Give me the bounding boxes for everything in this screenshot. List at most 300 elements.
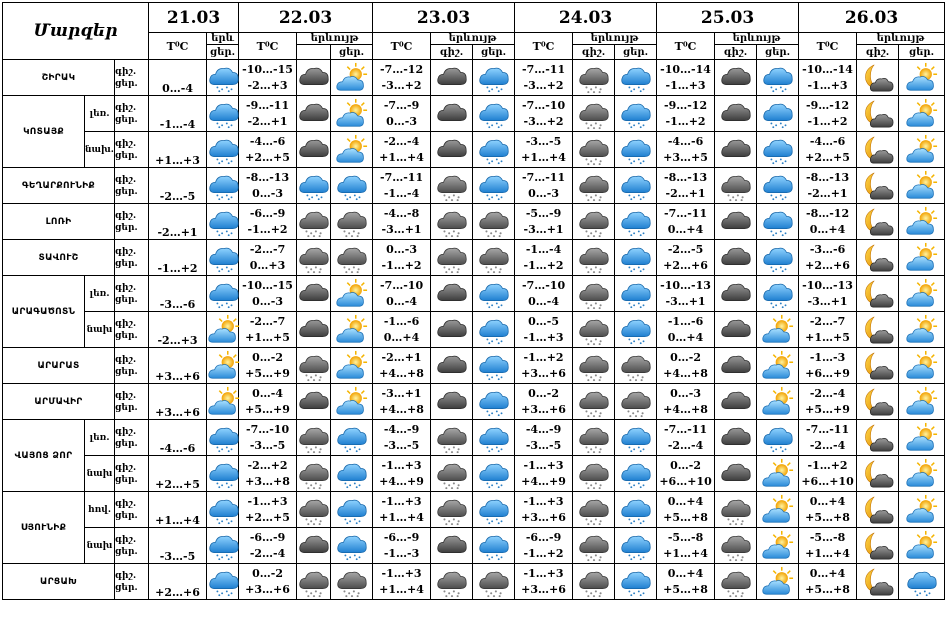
cloudy-icon <box>297 276 331 312</box>
sun-cloud-icon <box>331 312 373 348</box>
temperature-range <box>239 528 297 564</box>
night-temperature: -5…-9 <box>525 206 562 220</box>
day-temperature: -2…+1 <box>665 186 706 200</box>
day-temperature: -1…+2 <box>665 114 706 128</box>
night-label: գիշ. <box>115 138 137 149</box>
temperature-range <box>799 204 857 240</box>
day-temperature: +5…+9 <box>245 402 290 416</box>
snow-cloud-icon <box>431 492 473 528</box>
rain-cloud-icon <box>899 564 945 600</box>
snow-cloud-icon <box>473 564 515 600</box>
night-label: գիշ. <box>115 282 137 293</box>
day-temperature: +1…+5 <box>245 330 290 344</box>
night-temperature: -7…-10 <box>522 278 566 292</box>
rain-cloud-icon <box>331 168 373 204</box>
snow-cloud-icon <box>573 240 615 276</box>
region-name: ՇԻՐԱԿ <box>3 60 115 96</box>
temperature-range <box>373 276 431 312</box>
day-temperature: +2…+5 <box>245 510 290 524</box>
night-temperature: -7…-10 <box>380 278 424 292</box>
temperature-range <box>373 132 431 168</box>
rain-cloud-icon <box>615 420 657 456</box>
sun-cloud-icon <box>331 96 373 132</box>
cloudy-icon <box>715 384 757 420</box>
temperature-range <box>515 204 573 240</box>
night-temperature: 0…+4 <box>809 494 846 508</box>
day-header: ցեր. <box>207 45 239 60</box>
night-temperature: -9…-12 <box>664 98 708 112</box>
cloudy-icon <box>431 60 473 96</box>
temperature-range <box>657 204 715 240</box>
cloudy-icon <box>431 132 473 168</box>
night-day-label <box>115 276 149 312</box>
temperature-range <box>239 564 297 600</box>
day-label: ցեր. <box>115 474 138 485</box>
day-temperature: +2…+5 <box>805 150 850 164</box>
snow-cloud-icon <box>297 456 331 492</box>
day-temperature: +1…+4 <box>379 150 424 164</box>
temperature-range <box>515 456 573 492</box>
night-temperature: -2…-7 <box>809 314 846 328</box>
zone-label: նախ <box>85 456 115 492</box>
night-label: գիշ. <box>115 462 137 473</box>
night-temperature: 0…+4 <box>809 566 846 580</box>
night-day-label <box>115 60 149 96</box>
region-row <box>3 132 945 168</box>
day-temperature: +5…+8 <box>663 582 708 596</box>
night-temperature: -1…+3 <box>381 566 422 580</box>
region-row <box>3 168 945 204</box>
night-temperature: 0…-2 <box>528 386 559 400</box>
zone-label: նախ <box>85 528 115 564</box>
snow-cloud-icon <box>431 168 473 204</box>
day-temperature: +2…+5 <box>149 456 207 492</box>
rain-cloud-icon <box>207 204 239 240</box>
night-header: գիշ. <box>431 45 473 60</box>
night-temperature: -7…-11 <box>380 170 424 184</box>
day-label: ցեր. <box>115 402 138 413</box>
day-header: ցեր. <box>473 45 515 60</box>
night-temperature: -6…-9 <box>249 206 286 220</box>
sun-cloud-icon <box>331 132 373 168</box>
temperature-header: T⁰C <box>373 33 431 60</box>
day-temperature: -3…+2 <box>523 114 564 128</box>
region-name: ՏԱՎՈՒՇ <box>3 240 115 276</box>
temperature-range <box>239 60 297 96</box>
temperature-range <box>799 528 857 564</box>
temperature-range <box>373 348 431 384</box>
temperature-range <box>239 240 297 276</box>
phenomenon-header: երևույթ <box>431 33 515 45</box>
snow-cloud-icon <box>573 384 615 420</box>
region-name: ԿՈՏԱՅՔ <box>3 96 85 168</box>
temperature-range <box>799 132 857 168</box>
date-header: 24.03 <box>515 3 657 33</box>
day-temperature: -1…+2 <box>149 240 207 276</box>
night-temperature: -2…+1 <box>381 350 422 364</box>
snow-cloud-icon <box>715 492 757 528</box>
day-temperature: -3…+1 <box>523 222 564 236</box>
cloudy-icon <box>297 60 331 96</box>
snow-cloud-icon <box>297 564 331 600</box>
sun-cloud-icon <box>899 528 945 564</box>
sun-cloud-icon <box>899 384 945 420</box>
temperature-range <box>239 456 297 492</box>
night-label: գիշ. <box>115 210 137 221</box>
rain-cloud-icon <box>615 168 657 204</box>
night-temperature: -6…-9 <box>383 530 420 544</box>
sun-cloud-icon <box>899 240 945 276</box>
cloudy-icon <box>715 96 757 132</box>
temperature-range <box>657 312 715 348</box>
cloudy-icon <box>297 132 331 168</box>
rain-cloud-icon <box>615 564 657 600</box>
temperature-range <box>799 276 857 312</box>
zone-label: լեռ. <box>85 96 115 132</box>
day-temperature: 0…+4 <box>809 222 846 236</box>
rain-cloud-icon <box>207 528 239 564</box>
rain-cloud-icon <box>473 384 515 420</box>
night-temperature: -9…-11 <box>246 98 290 112</box>
temperature-range <box>239 384 297 420</box>
night-header: գիշ. <box>857 45 899 60</box>
sun-cloud-icon <box>757 456 799 492</box>
cloudy-icon <box>431 528 473 564</box>
rain-cloud-icon <box>473 456 515 492</box>
night-temperature: -5…-8 <box>809 530 846 544</box>
snow-cloud-icon <box>615 348 657 384</box>
temperature-range <box>657 132 715 168</box>
night-temperature: -5…-8 <box>667 530 704 544</box>
sun-cloud-icon <box>331 276 373 312</box>
sun-cloud-icon <box>331 60 373 96</box>
night-temperature: -1…+3 <box>381 494 422 508</box>
temperature-range <box>515 132 573 168</box>
sun-cloud-icon <box>899 276 945 312</box>
moon-cloud-icon <box>857 564 899 600</box>
day-temperature: -3…-6 <box>149 276 207 312</box>
temperature-range <box>515 312 573 348</box>
day-temperature: -1…-4 <box>149 96 207 132</box>
temperature-range <box>515 528 573 564</box>
night-temperature: -2…-4 <box>809 386 846 400</box>
rain-cloud-icon <box>757 420 799 456</box>
day-temperature: +1…+4 <box>149 492 207 528</box>
sun-cloud-icon <box>207 348 239 384</box>
temperature-range <box>373 60 431 96</box>
snow-cloud-icon <box>431 456 473 492</box>
temperature-range <box>657 276 715 312</box>
cloudy-icon <box>297 312 331 348</box>
day-label: ցեր. <box>115 330 138 341</box>
night-temperature: -1…-4 <box>525 242 562 256</box>
region-name: ԳԵՂԱՐՔՈՒՆԻՔ <box>3 168 115 204</box>
temperature-range <box>799 348 857 384</box>
day-temperature: +4…+8 <box>663 366 708 380</box>
zone-label: լեռ. <box>85 420 115 456</box>
night-temperature: 0…-2 <box>252 566 283 580</box>
day-label: ցեր. <box>115 294 138 305</box>
sun-cloud-icon <box>899 168 945 204</box>
night-label: գիշ. <box>115 354 137 365</box>
rain-cloud-icon <box>207 492 239 528</box>
night-temperature: -8…-13 <box>806 170 850 184</box>
day-temperature: +4…+8 <box>379 366 424 380</box>
night-day-label <box>115 564 149 600</box>
night-temperature: -2…-4 <box>383 134 420 148</box>
night-temperature: -7…-10 <box>522 98 566 112</box>
temperature-range <box>657 240 715 276</box>
snow-cloud-icon <box>297 204 331 240</box>
night-temperature: -1…+3 <box>523 458 564 472</box>
region-row <box>3 348 945 384</box>
moon-cloud-icon <box>857 204 899 240</box>
night-day-label <box>115 96 149 132</box>
phenomenon-header: երև <box>207 33 239 45</box>
sun-cloud-icon <box>331 384 373 420</box>
rain-cloud-icon <box>207 132 239 168</box>
rain-cloud-icon <box>473 60 515 96</box>
night-temperature: 0…+4 <box>667 566 704 580</box>
night-temperature: -7…-11 <box>806 422 850 436</box>
day-temperature: -2…-4 <box>809 438 846 452</box>
moon-cloud-icon <box>857 420 899 456</box>
night-temperature: -7…-11 <box>522 170 566 184</box>
night-label: գիշ. <box>115 570 137 581</box>
rain-cloud-icon <box>473 312 515 348</box>
temperature-range <box>515 276 573 312</box>
snow-cloud-icon <box>331 564 373 600</box>
snow-cloud-icon <box>573 456 615 492</box>
rain-cloud-icon <box>757 168 799 204</box>
temperature-header: T⁰C <box>149 33 207 60</box>
temperature-range <box>657 420 715 456</box>
day-temperature: -3…+1 <box>665 294 706 308</box>
day-temperature: -2…+1 <box>807 186 848 200</box>
snow-cloud-icon <box>573 528 615 564</box>
temperature-range <box>657 456 715 492</box>
snow-cloud-icon <box>615 384 657 420</box>
snow-cloud-icon <box>297 240 331 276</box>
moon-cloud-icon <box>857 60 899 96</box>
region-name: ԱՐԱԳԱԾՈՏՆ <box>3 276 85 348</box>
day-temperature: +2…+5 <box>245 150 290 164</box>
day-temperature: +3…+6 <box>521 582 566 596</box>
region-row <box>3 276 945 312</box>
day-temperature: +5…+9 <box>805 402 850 416</box>
night-temperature: -8…-12 <box>806 206 850 220</box>
snow-cloud-icon <box>431 240 473 276</box>
region-name: ԼՈՌԻ <box>3 204 115 240</box>
night-temperature: -10…-15 <box>242 62 293 76</box>
day-temperature: +3…+6 <box>245 582 290 596</box>
snow-cloud-icon <box>473 204 515 240</box>
night-temperature: 0…-3 <box>670 386 701 400</box>
day-temperature: -2…+1 <box>247 114 288 128</box>
rain-cloud-icon <box>207 240 239 276</box>
night-temperature: -6…-9 <box>249 530 286 544</box>
sun-cloud-icon <box>757 492 799 528</box>
day-temperature: 0…+4 <box>383 330 420 344</box>
sun-cloud-icon <box>757 348 799 384</box>
day-temperature: -2…-4 <box>667 438 704 452</box>
snow-cloud-icon <box>297 420 331 456</box>
rain-cloud-icon <box>207 564 239 600</box>
snow-cloud-icon <box>431 204 473 240</box>
night-temperature: -2…+2 <box>247 458 288 472</box>
night-label: գիշ. <box>115 102 137 113</box>
day-temperature: 0…-3 <box>252 186 283 200</box>
date-header: 21.03 <box>149 3 239 33</box>
night-temperature: -3…+1 <box>381 386 422 400</box>
day-temperature: +3…+6 <box>521 366 566 380</box>
day-temperature: +3…+5 <box>663 150 708 164</box>
temperature-range <box>373 456 431 492</box>
day-temperature: +4…+8 <box>663 402 708 416</box>
region-row <box>3 60 945 96</box>
region-row <box>3 528 945 564</box>
night-temperature: -1…+3 <box>381 458 422 472</box>
temperature-range <box>239 276 297 312</box>
temperature-range <box>373 564 431 600</box>
snow-cloud-icon <box>573 276 615 312</box>
night-temperature: -1…+3 <box>523 566 564 580</box>
day-temperature: -1…-3 <box>383 546 420 560</box>
day-temperature: 0…+4 <box>667 222 704 236</box>
night-temperature: 0…-5 <box>528 314 559 328</box>
phenomenon-header: երևույթ <box>297 33 373 45</box>
day-temperature: +2…+6 <box>805 258 850 272</box>
day-temperature: +5…+8 <box>805 510 850 524</box>
day-temperature: -4…-6 <box>149 420 207 456</box>
night-temperature: -1…-6 <box>383 314 420 328</box>
rain-cloud-icon <box>615 312 657 348</box>
night-temperature: -1…+2 <box>523 350 564 364</box>
day-temperature: +1…+5 <box>805 330 850 344</box>
temperature-range <box>657 60 715 96</box>
night-temperature: -4…-9 <box>525 422 562 436</box>
rain-cloud-icon <box>757 96 799 132</box>
sun-cloud-icon <box>899 132 945 168</box>
temperature-range <box>373 312 431 348</box>
date-header: 22.03 <box>239 3 373 33</box>
temperature-range <box>373 384 431 420</box>
sun-cloud-icon <box>899 96 945 132</box>
snow-cloud-icon <box>573 204 615 240</box>
day-temperature: -3…-5 <box>383 438 420 452</box>
cloudy-icon <box>297 528 331 564</box>
temperature-range <box>373 420 431 456</box>
day-label: ցեր. <box>115 78 138 89</box>
rain-cloud-icon <box>615 240 657 276</box>
day-temperature: 0…-3 <box>528 186 559 200</box>
temperature-range <box>239 168 297 204</box>
temperature-range <box>657 384 715 420</box>
temperature-range <box>239 492 297 528</box>
rain-cloud-icon <box>757 60 799 96</box>
snow-cloud-icon <box>431 420 473 456</box>
temperature-range <box>373 96 431 132</box>
rain-cloud-icon <box>757 240 799 276</box>
day-temperature: -1…+2 <box>523 546 564 560</box>
temperature-range <box>515 96 573 132</box>
day-temperature: -1…+3 <box>807 78 848 92</box>
day-temperature: -1…+3 <box>665 78 706 92</box>
night-header <box>297 45 331 60</box>
rain-cloud-icon <box>757 132 799 168</box>
day-temperature: +5…+9 <box>245 366 290 380</box>
day-temperature: +1…+4 <box>521 150 566 164</box>
moon-cloud-icon <box>857 132 899 168</box>
day-header: ցեր. <box>757 45 799 60</box>
temperature-range <box>799 312 857 348</box>
day-temperature: 0…-4 <box>386 294 417 308</box>
snow-cloud-icon <box>473 240 515 276</box>
day-label: ցեր. <box>115 366 138 377</box>
day-temperature: 0…-3 <box>386 114 417 128</box>
temperature-range <box>515 60 573 96</box>
night-temperature: -10…-14 <box>802 62 853 76</box>
day-temperature: -2…+3 <box>149 312 207 348</box>
night-temperature: -10…-13 <box>802 278 853 292</box>
temperature-header: T⁰C <box>799 33 857 60</box>
night-temperature: -7…-10 <box>246 422 290 436</box>
zone-label: նախ. <box>85 132 115 168</box>
rain-cloud-icon <box>615 60 657 96</box>
night-temperature: 0…-4 <box>252 386 283 400</box>
night-label: գիշ. <box>115 174 137 185</box>
temperature-range <box>515 492 573 528</box>
snow-cloud-icon <box>573 60 615 96</box>
snow-cloud-icon <box>573 168 615 204</box>
night-temperature: 0…-3 <box>386 242 417 256</box>
temperature-range <box>239 204 297 240</box>
night-label: գիշ. <box>115 390 137 401</box>
day-temperature: -2…-4 <box>249 546 286 560</box>
day-temperature: -3…+2 <box>523 78 564 92</box>
phenomenon-header: երևույթ <box>857 33 945 45</box>
day-temperature: +2…+6 <box>663 258 708 272</box>
cloudy-icon <box>431 96 473 132</box>
cloudy-icon <box>715 132 757 168</box>
temperature-range <box>657 348 715 384</box>
night-label: գիշ. <box>115 246 137 257</box>
night-label: գիշ. <box>115 318 137 329</box>
moon-cloud-icon <box>857 384 899 420</box>
temperature-range <box>239 132 297 168</box>
rain-cloud-icon <box>473 348 515 384</box>
day-temperature: +5…+8 <box>805 582 850 596</box>
temperature-range <box>239 312 297 348</box>
night-day-label <box>115 132 149 168</box>
day-temperature: 0…-4 <box>149 60 207 96</box>
sun-cloud-icon <box>899 456 945 492</box>
day-header: ցեր. <box>615 45 657 60</box>
region-name: ԱՐՑԱԽ <box>3 564 115 600</box>
temperature-range <box>657 96 715 132</box>
day-temperature: -3…+2 <box>381 78 422 92</box>
region-row <box>3 564 945 600</box>
rain-cloud-icon <box>473 276 515 312</box>
day-temperature: -3…-5 <box>525 438 562 452</box>
night-day-label <box>115 492 149 528</box>
snow-cloud-icon <box>297 348 331 384</box>
night-temperature: -7…-9 <box>383 98 420 112</box>
day-label: ցեր. <box>115 186 138 197</box>
day-temperature: +3…+6 <box>521 510 566 524</box>
day-temperature: +1…+3 <box>149 132 207 168</box>
rain-cloud-icon <box>207 96 239 132</box>
